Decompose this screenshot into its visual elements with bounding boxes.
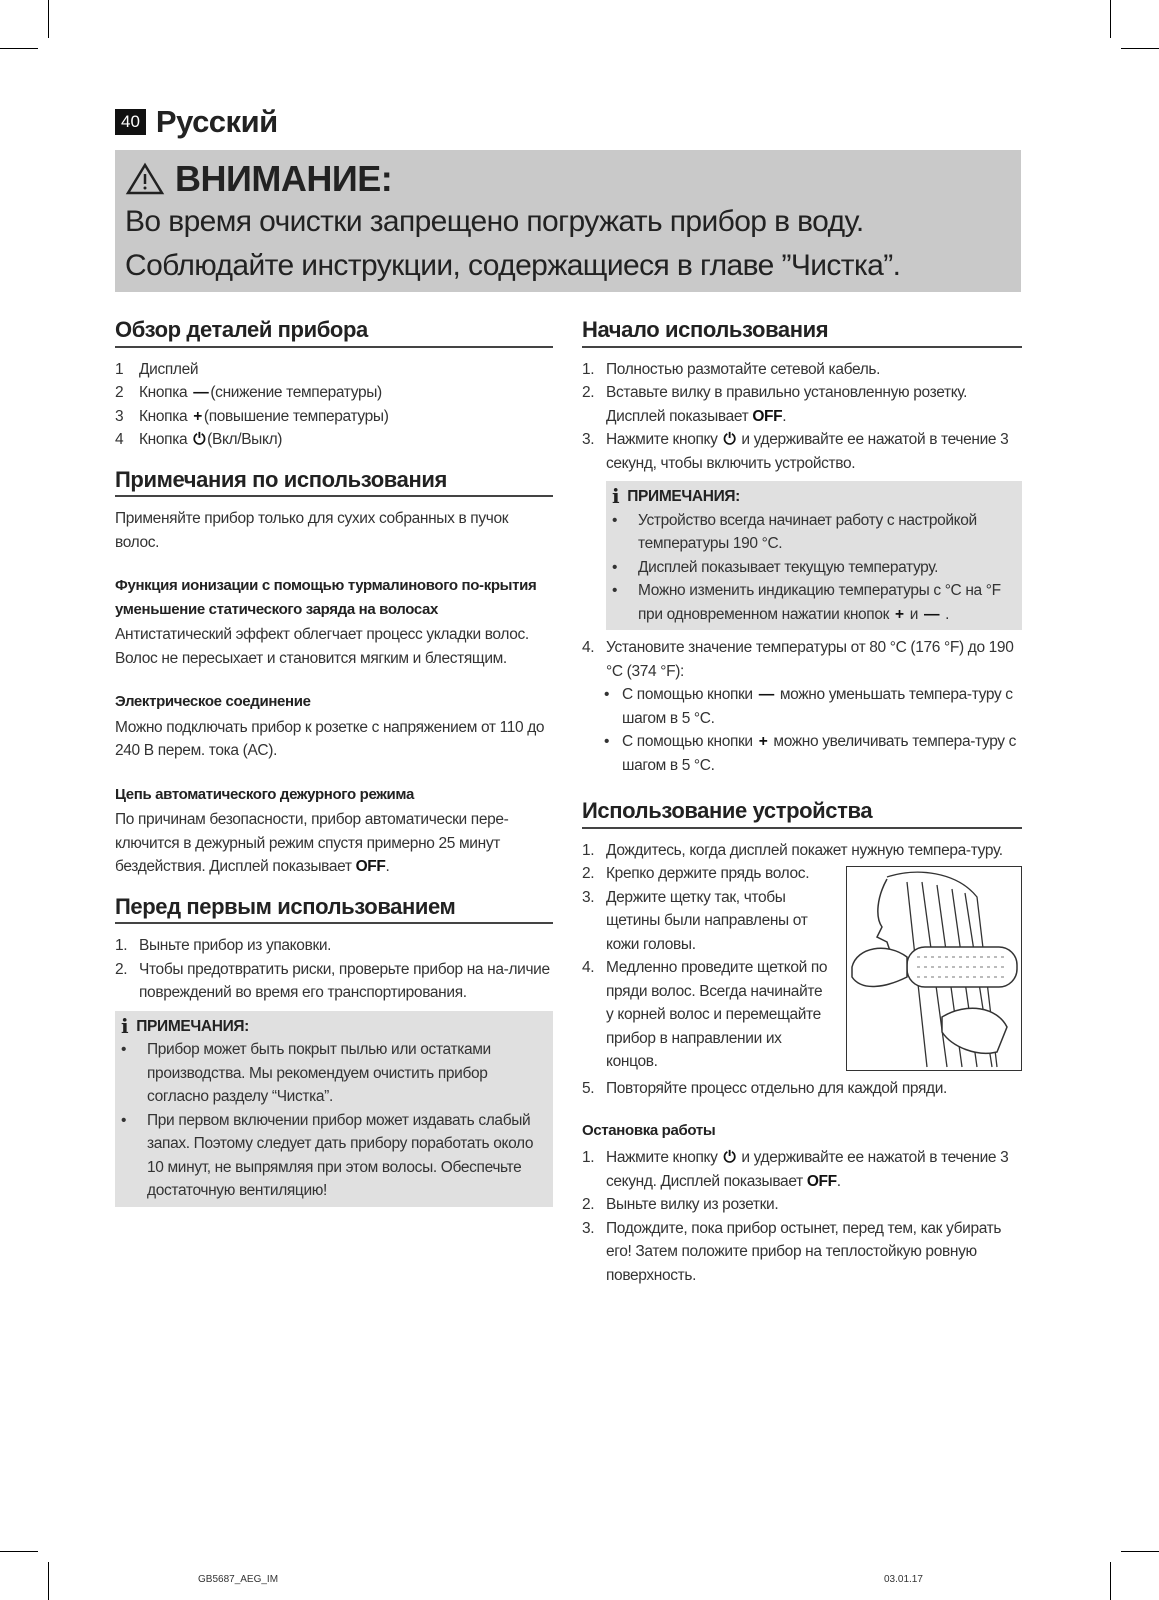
right-column bbox=[582, 318, 1022, 1303]
hair-styling-illustration bbox=[846, 866, 1022, 1071]
section-title: Примечания по использования bbox=[115, 468, 553, 498]
bullet-item: • С помощью кнопки — можно уменьшать темпера-туру с шагом в 5 °C. bbox=[582, 683, 1022, 730]
page-number: 40 bbox=[115, 109, 146, 135]
paragraph: По причинам безопасности, прибор автоматически пере-ключится в дежурный режим спустя примерно 25 минут бездействия. Дисплей показывает OFF. bbox=[115, 811, 509, 875]
paragraph: Можно подключать прибор к розетке с напряжением от 110 до 240 В перем. тока (AC). bbox=[115, 718, 545, 759]
power-icon: ⏻ bbox=[193, 431, 206, 448]
bullet-item: • Дисплей показывает текущую температуру. bbox=[612, 558, 939, 576]
warning-line: Во время очистки запрещено погружать прибор в воду. bbox=[125, 205, 864, 238]
list-item: 3. Подождите, пока прибор остынет, перед тем, как убирать его! Затем положите прибор на теплостойкую ровную поверхность. bbox=[582, 1219, 1002, 1284]
crop-mark bbox=[48, 0, 49, 38]
list-item: 1. Дождитесь, когда дисплей покажет нужную темпера-туру. bbox=[582, 841, 1003, 859]
note-box: i ПРИМЕЧАНИЯ: • Прибор может быть покрыт пылью или остатками производства. Мы рекомендуем очистить прибор согласно разделу “Чистка”. • При первом включении прибор может издавать слабый запах. Поэтому следует дать прибору поработать около 10 минут, не выпрямляя при этом волосы. Обеспечьте достаточную вентиляцию! bbox=[115, 1011, 553, 1207]
steps-with-illustration bbox=[582, 862, 1022, 1077]
warning-title: ВНИМАНИЕ: bbox=[175, 158, 393, 199]
list-item: 2. Чтобы предотвратить риски, проверьте прибор на на-личие повреждений во время его транспортирования. bbox=[115, 960, 550, 1001]
crop-mark bbox=[1110, 1562, 1111, 1600]
list-item: 4. Медленно проведите щеткой по пряди волос. Всегда начинайте у корней волос и перемещайте прибор в направлении их концов. bbox=[582, 959, 828, 1070]
crop-mark bbox=[1121, 1551, 1159, 1552]
info-icon: i bbox=[121, 1013, 129, 1038]
plus-icon: + bbox=[758, 733, 768, 750]
bullet-item: • Прибор может быть покрыт пылью или остатками производства. Мы рекомендуем очистить прибор согласно разделу “Чистка”. bbox=[121, 1041, 491, 1105]
list-item: 5. Повторяйте процесс отдельно для каждой пряди. bbox=[582, 1080, 947, 1097]
crop-mark bbox=[1121, 48, 1159, 49]
bullet-item: • Устройство всегда начинает работу с настройкой температуры 190 °C. bbox=[612, 511, 977, 552]
subheading: Цепь автоматического дежурного режима bbox=[115, 785, 414, 803]
bullet-item: • При первом включении прибор может издавать слабый запах. Поэтому следует дать прибору поработать около 10 минут, не выпрямляя при этом волосы. Обеспечьте достаточную вентиляцию! bbox=[121, 1111, 534, 1199]
list-item: 3 Кнопка + (повышение температуры) bbox=[115, 405, 553, 429]
list-item: 1. Полностью размотайте сетевой кабель. bbox=[582, 360, 881, 378]
section-title: Начало использования bbox=[582, 318, 1022, 348]
crop-mark bbox=[0, 48, 38, 49]
left-column bbox=[115, 318, 553, 1223]
warning-triangle-icon bbox=[125, 162, 165, 196]
language-title: Русский bbox=[155, 104, 278, 139]
plus-icon: + bbox=[895, 605, 904, 623]
note-box: i ПРИМЕЧАНИЯ: • Устройство всегда начинает работу с настройкой температуры 190 °C. • Дисплей показывает текущую температуру. • Можно изменить индикацию температуры с °C на °F при одновременном нажатии кнопок + и — . bbox=[606, 481, 1022, 630]
list-item: 2 Кнопка — (снижение температуры) bbox=[115, 381, 553, 405]
subheading: Остановка работы bbox=[582, 1121, 716, 1139]
list-item: 4. Установите значение температуры от 80 °C (176 °F) до 190 °C (374 °F): bbox=[582, 639, 1014, 680]
info-icon: i bbox=[612, 484, 620, 508]
bullet-item: • Можно изменить индикацию температуры с °C на °F при одновременном нажатии кнопок + и — . bbox=[606, 579, 1014, 626]
list-item: 1 Дисплей bbox=[115, 360, 199, 378]
page-header bbox=[115, 104, 278, 140]
list-item: 3. Держите щетку так, чтобы щетины были направлены от кожи головы. bbox=[582, 888, 808, 953]
warning-line: Соблюдайте инструкции, содержащиеся в главе ”Чистка”. bbox=[125, 249, 901, 282]
bullet-item: • С помощью кнопки + можно увеличивать темпера-туру с шагом в 5 °C. bbox=[582, 730, 1022, 777]
power-icon: ⏻ bbox=[723, 1149, 736, 1166]
section-title: Обзор деталей прибора bbox=[115, 318, 553, 348]
subheading: Функция ионизации с помощью турмалинового по-крытия уменьшение статического заряда на волосах bbox=[115, 577, 537, 618]
footer-doc-id: GB5687_AEG_IM bbox=[198, 1574, 279, 1585]
list-item: 2. Вставьте вилку в правильно установленную розетку. Дисплей показывает OFF. bbox=[582, 384, 968, 425]
section-title: Перед первым использованием bbox=[115, 895, 553, 925]
crop-mark bbox=[0, 1551, 38, 1552]
list-item: 1. Нажмите кнопку ⏻ и удерживайте ее нажатой в течение 3 секунд. Дисплей показывает OFF. bbox=[582, 1146, 1022, 1193]
power-icon: ⏻ bbox=[723, 431, 736, 448]
list-item: 2. Выньте вилку из розетки. bbox=[582, 1196, 779, 1213]
crop-mark bbox=[48, 1562, 49, 1600]
minus-icon: — bbox=[193, 384, 209, 401]
warning-box bbox=[115, 150, 1021, 292]
footer-date: 03.01.17 bbox=[884, 1574, 923, 1585]
list-item: 1. Выньте прибор из упаковки. bbox=[115, 937, 332, 954]
paragraph: Применяйте прибор только для сухих собранных в пучок волос. bbox=[115, 510, 509, 551]
paragraph: Антистатический эффект облегчает процесс укладки волос. Волос не пересыхает и становится мягким и блестящим. bbox=[115, 626, 529, 667]
crop-mark bbox=[1110, 0, 1111, 38]
list-item: 2. Крепко держите прядь волос. bbox=[582, 865, 810, 882]
list-item: 3. Нажмите кнопку ⏻ и удерживайте ее нажатой в течение 3 секунд, чтобы включить устройство. bbox=[582, 428, 1022, 475]
minus-icon: — bbox=[758, 686, 774, 703]
list-item: 4 Кнопка ⏻ (Вкл/Выкл) bbox=[115, 428, 553, 452]
subheading: Электрическое соединение bbox=[115, 693, 311, 710]
section-title: Использование устройства bbox=[582, 799, 1022, 829]
minus-icon: — bbox=[923, 605, 940, 623]
plus-icon: + bbox=[193, 407, 202, 425]
